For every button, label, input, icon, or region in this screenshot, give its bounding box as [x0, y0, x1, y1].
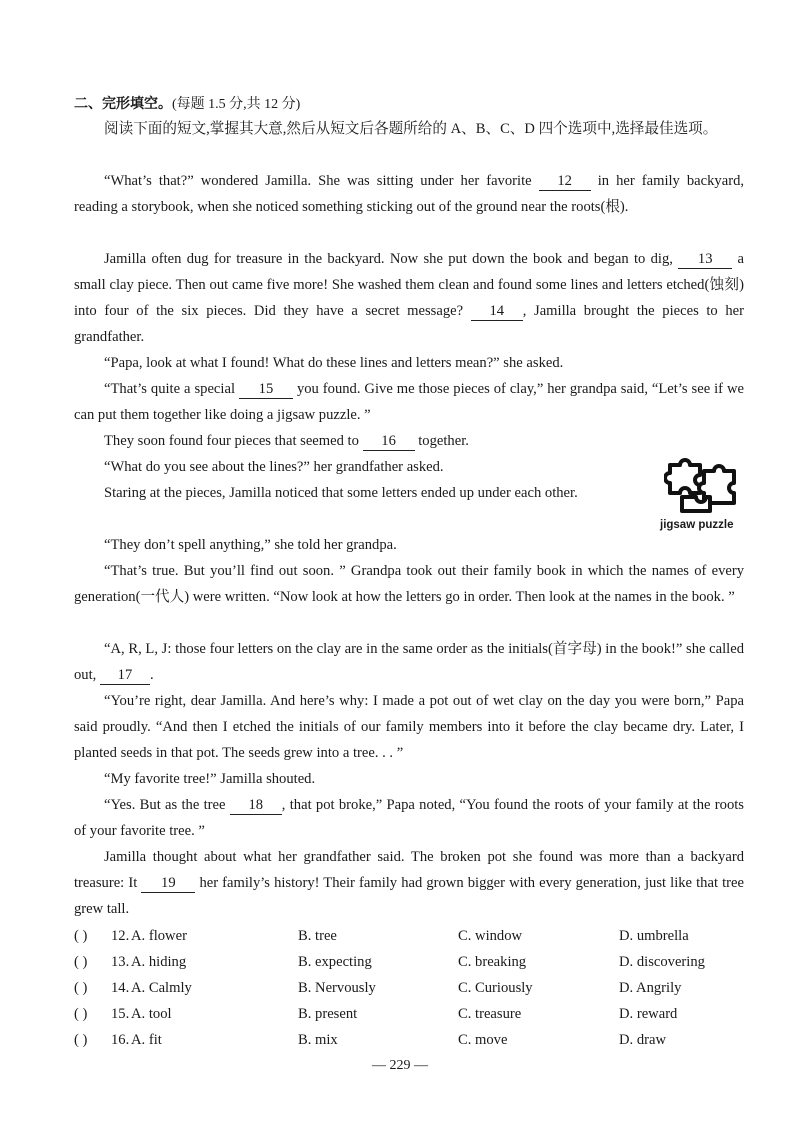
blank-12: 12 [539, 172, 591, 191]
blank-15: 15 [239, 380, 293, 399]
paragraph-4: “That’s quite a special 15 you found. Give me those pieces of clay,” her grandpa said, “Let’s see if we can put them together like doing a jigsaw puzzle. ” [74, 381, 745, 423]
figure-caption: jigsaw puzzle [660, 519, 734, 531]
option-a: A. Calmly [131, 980, 192, 996]
paragraph-14: Jamilla thought about what her grandfather said. The broken pot she found was more than a backyard treasure: It 19 her family’s history! Their family had grown bigger with every generation, just like that tree grew tall. [74, 849, 744, 917]
jigsaw-puzzle-figure [660, 455, 742, 531]
paragraph-5: They soon found four pieces that seemed to 16 together. [104, 433, 469, 449]
option-b: B. mix [298, 1032, 338, 1048]
option-c: C. move [458, 1032, 508, 1048]
paragraph-9: “That’s true. But you’ll find out soon. ” Grandpa took out their family book in which the names of every generation(一代人) were written. “Now look at how the letters go in order. Then look at the names in the book. ” [74, 563, 744, 605]
option-d: D. reward [619, 1006, 678, 1022]
answer-bracket[interactable]: ( ) [74, 1006, 88, 1022]
answer-bracket[interactable]: ( ) [74, 928, 88, 944]
option-c: C. window [458, 928, 523, 944]
option-c: C. treasure [458, 1006, 522, 1022]
blank-16: 16 [363, 432, 415, 451]
section-heading [74, 93, 300, 113]
blank-18: 18 [230, 796, 282, 815]
question-row [74, 949, 744, 975]
option-d: D. Angrily [619, 980, 682, 996]
question-number: 14. [111, 980, 130, 996]
paragraph-8: “They don’t spell anything,” she told her grandpa. [104, 537, 397, 553]
page-number: — 229 — [372, 1058, 428, 1073]
instructions: 阅读下面的短文,掌握其大意,然后从短文后各题所给的 A、B、C、D 四个选项中,选择最佳选项。 [104, 121, 718, 137]
paragraph-10: “A, R, L, J: those four letters on the clay are in the same order as the initials(首字母) in the book!” she called out, 17 . [74, 641, 744, 683]
section-points: (每题 1.5 分,共 12 分) [172, 97, 301, 112]
paragraph-13: “Yes. But as the tree 18 , that pot broke,” Papa noted, “You found the roots of your family at the roots of your favorite tree. ” [74, 797, 744, 839]
blank-19: 19 [141, 874, 195, 893]
question-row [74, 975, 744, 1001]
paragraph-1: “What’s that?” wondered Jamilla. She was sitting under her favorite 12 in her family backyard, reading a storybook, when she noticed something sticking out of the ground near the roots(根). [74, 173, 745, 215]
option-c: C. Curiously [458, 980, 533, 996]
option-b: B. tree [298, 928, 337, 944]
paragraph-2: Jamilla often dug for treasure in the backyard. Now she put down the book and began to dig, 13 a small clay piece. Then out came five more! She washed them clean and found some lines and letters etched(蚀刻) into four of the six pieces. Did they have a secret message? 14 , Jamilla brought the pieces to her grandfather. [74, 251, 745, 345]
question-number: 12. [111, 928, 130, 944]
option-b: B. expecting [298, 954, 372, 970]
option-d: D. draw [619, 1032, 667, 1048]
section-title: 二、完形填空。 [74, 97, 172, 112]
option-a: A. flower [131, 928, 187, 944]
option-a: A. fit [131, 1032, 162, 1048]
option-a: A. hiding [131, 954, 187, 970]
option-b: B. present [298, 1006, 358, 1022]
answer-bracket[interactable]: ( ) [74, 1032, 88, 1048]
question-row [74, 1027, 744, 1053]
question-number: 13. [111, 954, 130, 970]
jigsaw-puzzle-icon [664, 455, 740, 515]
paragraph-6: “What do you see about the lines?” her grandfather asked. [104, 459, 444, 475]
answer-bracket[interactable]: ( ) [74, 980, 88, 996]
option-b: B. Nervously [298, 980, 376, 996]
option-c: C. breaking [458, 954, 527, 970]
paragraph-12: “My favorite tree!” Jamilla shouted. [104, 771, 316, 787]
options-list [74, 923, 744, 1053]
question-row [74, 1001, 744, 1027]
question-number: 15. [111, 1006, 130, 1022]
paragraph-11: “You’re right, dear Jamilla. And here’s why: I made a pot out of wet clay on the day you were born,” Papa said proudly. “And then I etched the initials of our family members into it before the clay became dry. Later, I planted seeds in that pot. The seeds grew into a tree. . . ” [74, 693, 744, 761]
question-row [74, 923, 744, 949]
option-d: D. umbrella [619, 928, 689, 944]
option-d: D. discovering [619, 954, 705, 970]
paragraph-3: “Papa, look at what I found! What do these lines and letters mean?” she asked. [104, 355, 564, 371]
blank-13: 13 [678, 250, 732, 269]
blank-17: 17 [100, 666, 150, 685]
answer-bracket[interactable]: ( ) [74, 954, 88, 970]
question-number: 16. [111, 1032, 130, 1048]
paragraph-7: Staring at the pieces, Jamilla noticed that some letters ended up under each other. [104, 485, 578, 501]
option-a: A. tool [131, 1006, 172, 1022]
blank-14: 14 [471, 302, 523, 321]
